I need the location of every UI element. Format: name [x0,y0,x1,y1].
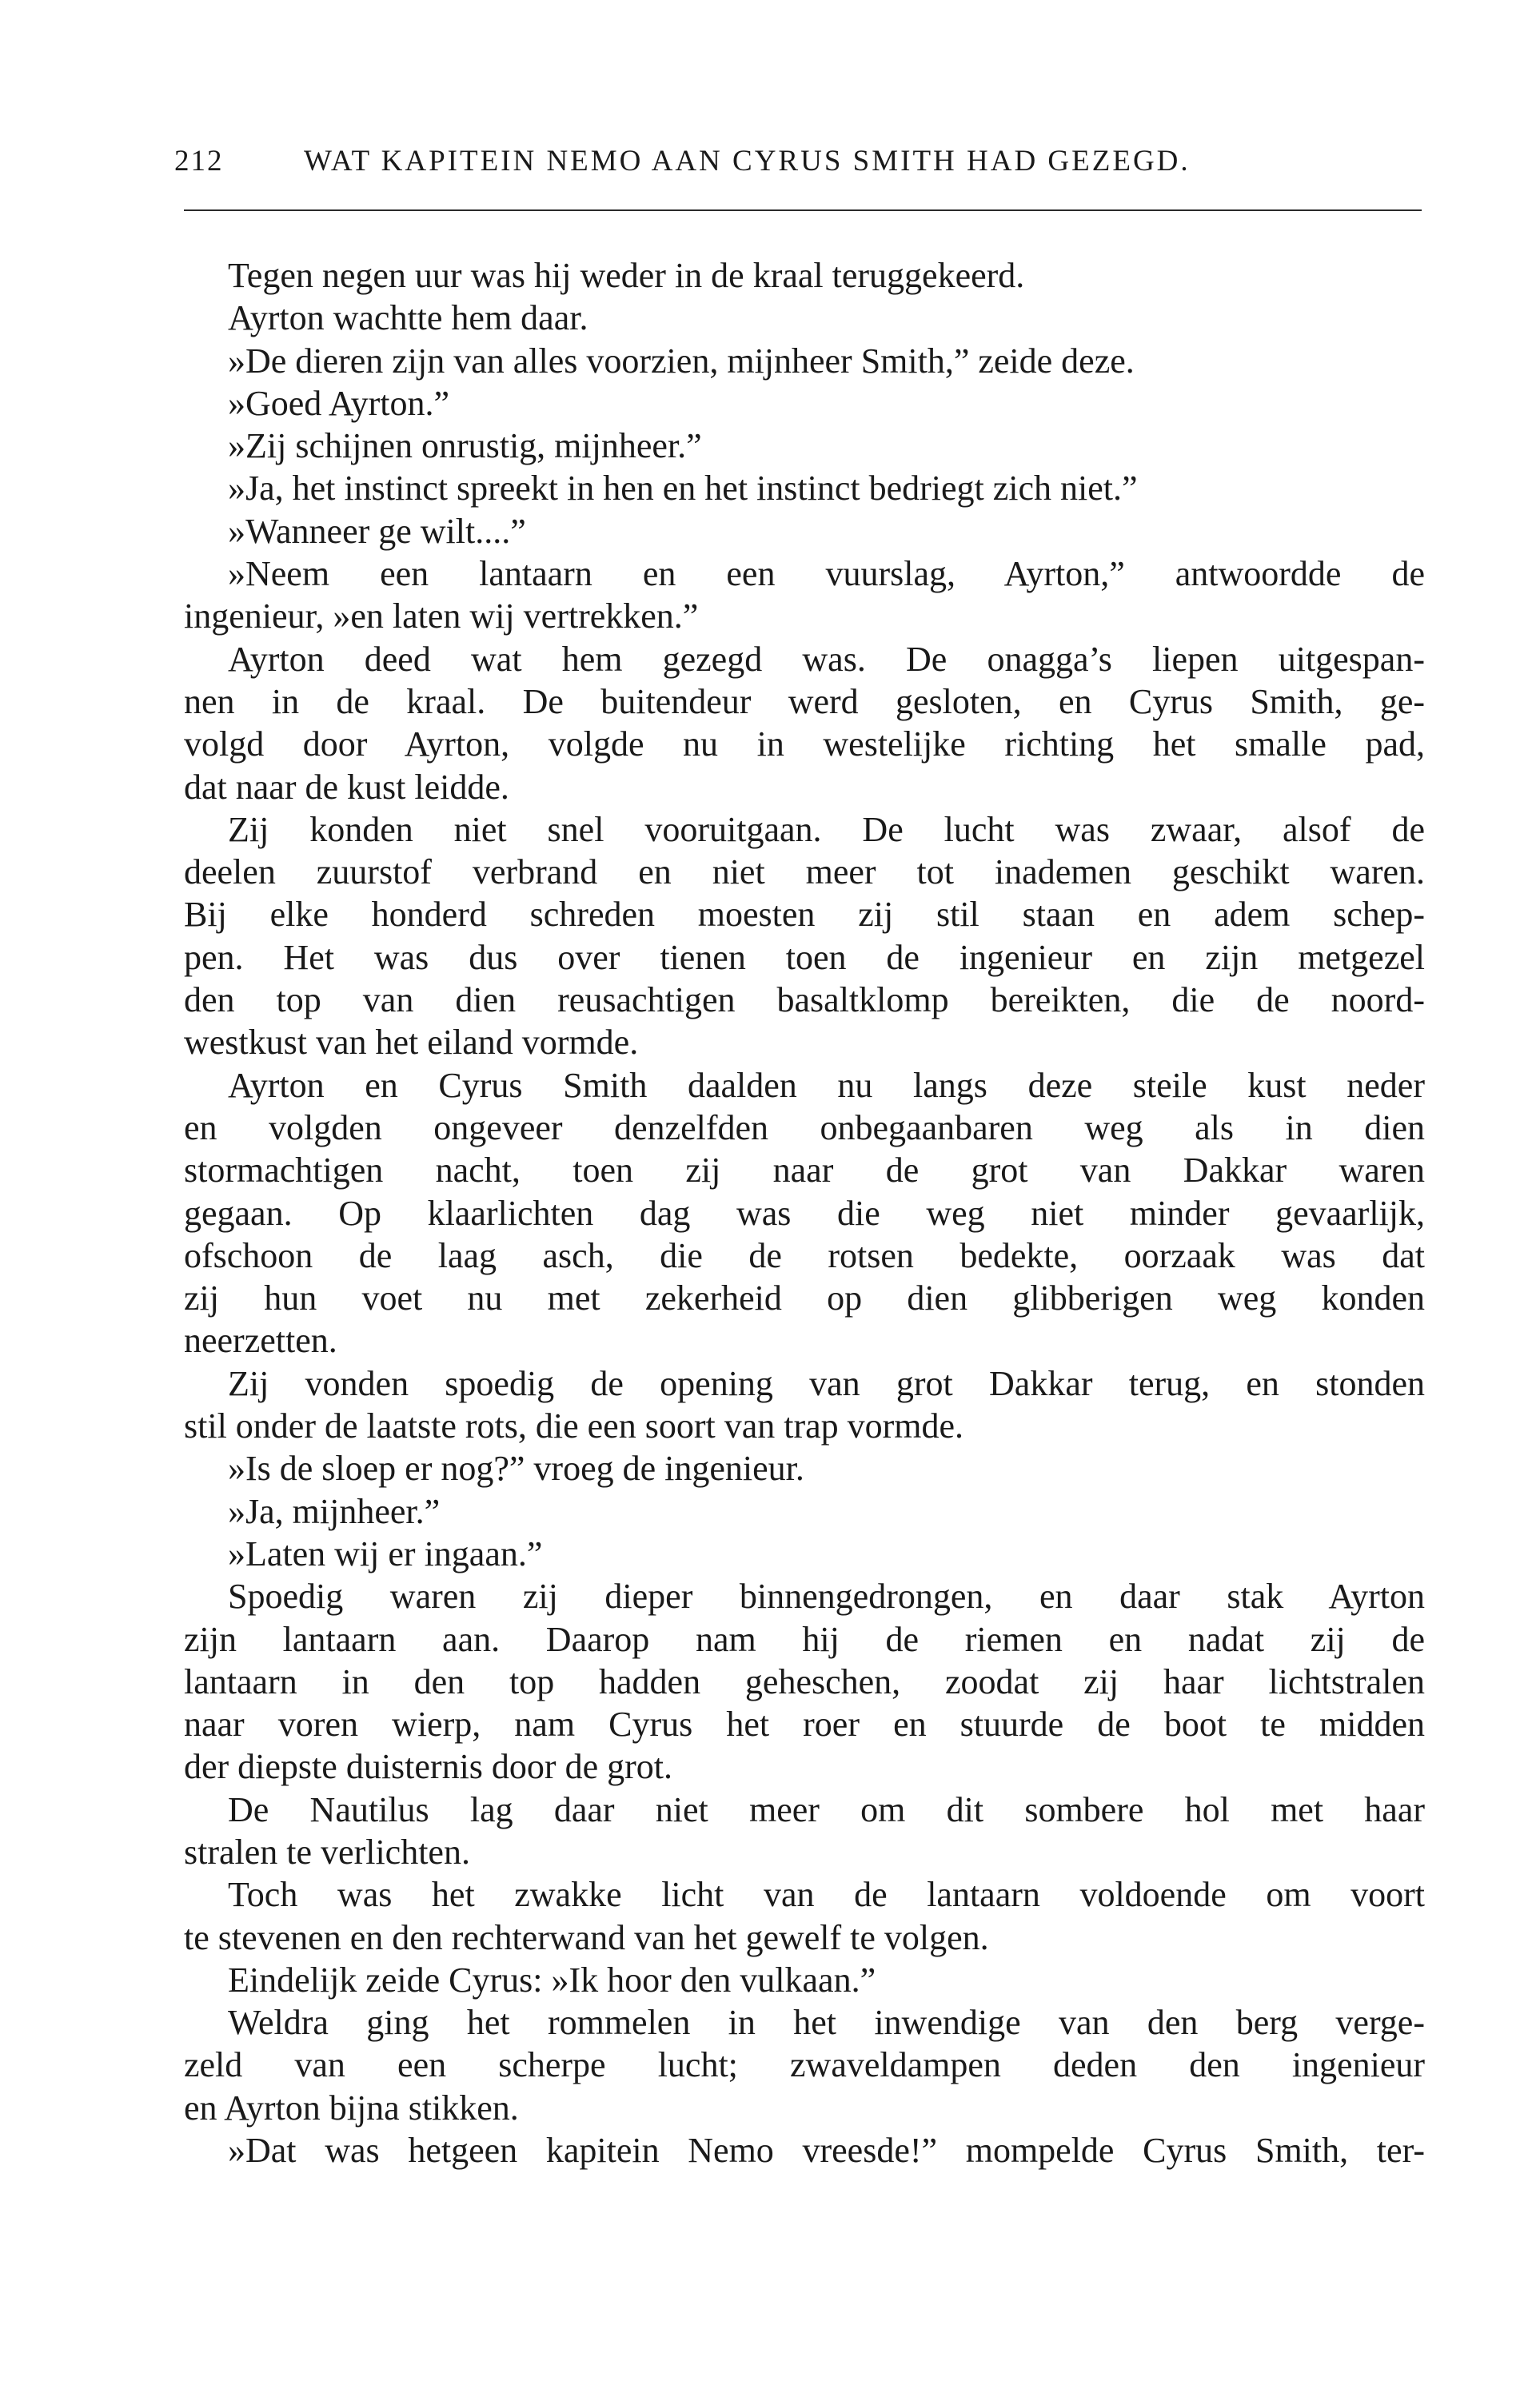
text-line: gegaan. Op klaarlichten dag was die weg niet minder gevaarlijk, [184,1193,1425,1233]
text-line: stralen te verlichten. [184,1832,470,1872]
text-line: De Nautilus lag daar niet meer om dit sombere hol met haar [228,1789,1425,1829]
text-line: Ayrton deed wat hem gezegd was. De onagga’s liepen uitgespan- [228,639,1425,679]
text-line: Toch was het zwakke licht van de lantaarn voldoende om voort [228,1875,1425,1915]
text-line: zijn lantaarn aan. Daarop nam hij de riemen en nadat zij de [184,1619,1425,1659]
text-line: en volgden ongeveer denzelfden onbegaanbaren weg als in dien [184,1107,1425,1147]
text-line: nen in de kraal. De buitendeur werd gesloten, en Cyrus Smith, ge- [184,681,1425,721]
text-line: stormachtigen nacht, toen zij naar de grot van Dakkar waren [184,1151,1425,1191]
text-line: »Ja, het instinct spreekt in hen en het instinct bedriegt zich niet.” [228,469,1138,509]
text-line: Zij konden niet snel vooruitgaan. De lucht was zwaar, alsof de [228,809,1425,849]
text-line: »Ja, mijnheer.” [228,1491,441,1531]
text-line: »Dat was hetgeen kapitein Nemo vreesde!” mompelde Cyrus Smith, ter- [228,2131,1425,2171]
text-line: »Wanneer ge wilt....” [228,511,526,551]
text-line: naar voren wierp, nam Cyrus het roer en stuurde de boot te midden [184,1705,1425,1745]
header-rule [184,209,1422,211]
text-line: westkust van het eiland vormde. [184,1023,639,1063]
text-line: »Laten wij er ingaan.” [228,1534,543,1573]
text-line: volgd door Ayrton, volgde nu in westelijke richting het smalle pad, [184,724,1425,764]
text-line: zij hun voet nu met zekerheid op dien glibberigen weg konden [184,1278,1425,1318]
text-line: zeld van een scherpe lucht; zwaveldampen deden den ingenieur [184,2045,1425,2085]
page-number: 212 [174,145,224,177]
text-line: ingenieur, »en laten wij vertrekken.” [184,596,699,636]
text-line: »Goed Ayrton.” [228,383,450,423]
running-head [174,144,1430,184]
text-line: lantaarn in den top hadden geheschen, zoodat zij haar lichtstralen [184,1661,1425,1701]
text-line: Bij elke honderd schreden moesten zij stil staan en adem schep- [184,895,1425,935]
text-line: Eindelijk zeide Cyrus: »Ik hoor den vulkaan.” [228,1960,876,2000]
text-line: deelen zuurstof verbrand en niet meer tot inademen geschikt waren. [184,852,1425,892]
text-line: »Is de sloep er nog?” vroeg de ingenieur. [228,1449,804,1489]
chapter-title: WAT KAPITEIN NEMO AAN CYRUS SMITH HAD GEZEGD. [304,145,1191,177]
text-line: neerzetten. [184,1321,337,1361]
text-line: te stevenen en den rechterwand van het gewelf te volgen. [184,1917,989,1957]
text-line: Spoedig waren zij dieper binnengedrongen, en daar stak Ayrton [228,1577,1425,1617]
text-line: en Ayrton bijna stikken. [184,2088,519,2128]
text-line: Ayrton wachtte hem daar. [228,298,588,338]
text-line: Ayrton en Cyrus Smith daalden nu langs deze steile kust neder [228,1065,1425,1105]
text-line: »Neem een lantaarn en een vuurslag, Ayrton,” antwoordde de [228,554,1425,594]
text-line: pen. Het was dus over tienen toen de ingenieur en zijn metgezel [184,937,1425,977]
text-line: der diepste duisternis door de grot. [184,1747,672,1787]
text-line: Tegen negen uur was hij weder in de kraal teruggekeerd. [228,256,1025,295]
text-line: stil onder de laatste rots, die een soort van trap vormde. [184,1406,964,1446]
text-line: »Zij schijnen onrustig, mijnheer.” [228,426,702,466]
text-line: den top van dien reusachtigen basaltklomp bereikten, die de noord- [184,980,1425,1020]
text-line: dat naar de kust leidde. [184,767,509,807]
text-line: Zij vonden spoedig de opening van grot Dakkar terug, en stonden [228,1363,1425,1403]
body-text [184,254,1425,2172]
text-line: Weldra ging het rommelen in het inwendige van den berg verge- [228,2003,1425,2043]
text-line: »De dieren zijn van alles voorzien, mijnheer Smith,” zeide deze. [228,341,1135,381]
text-line: ofschoon de laag asch, die de rotsen bedekte, oorzaak was dat [184,1235,1425,1275]
